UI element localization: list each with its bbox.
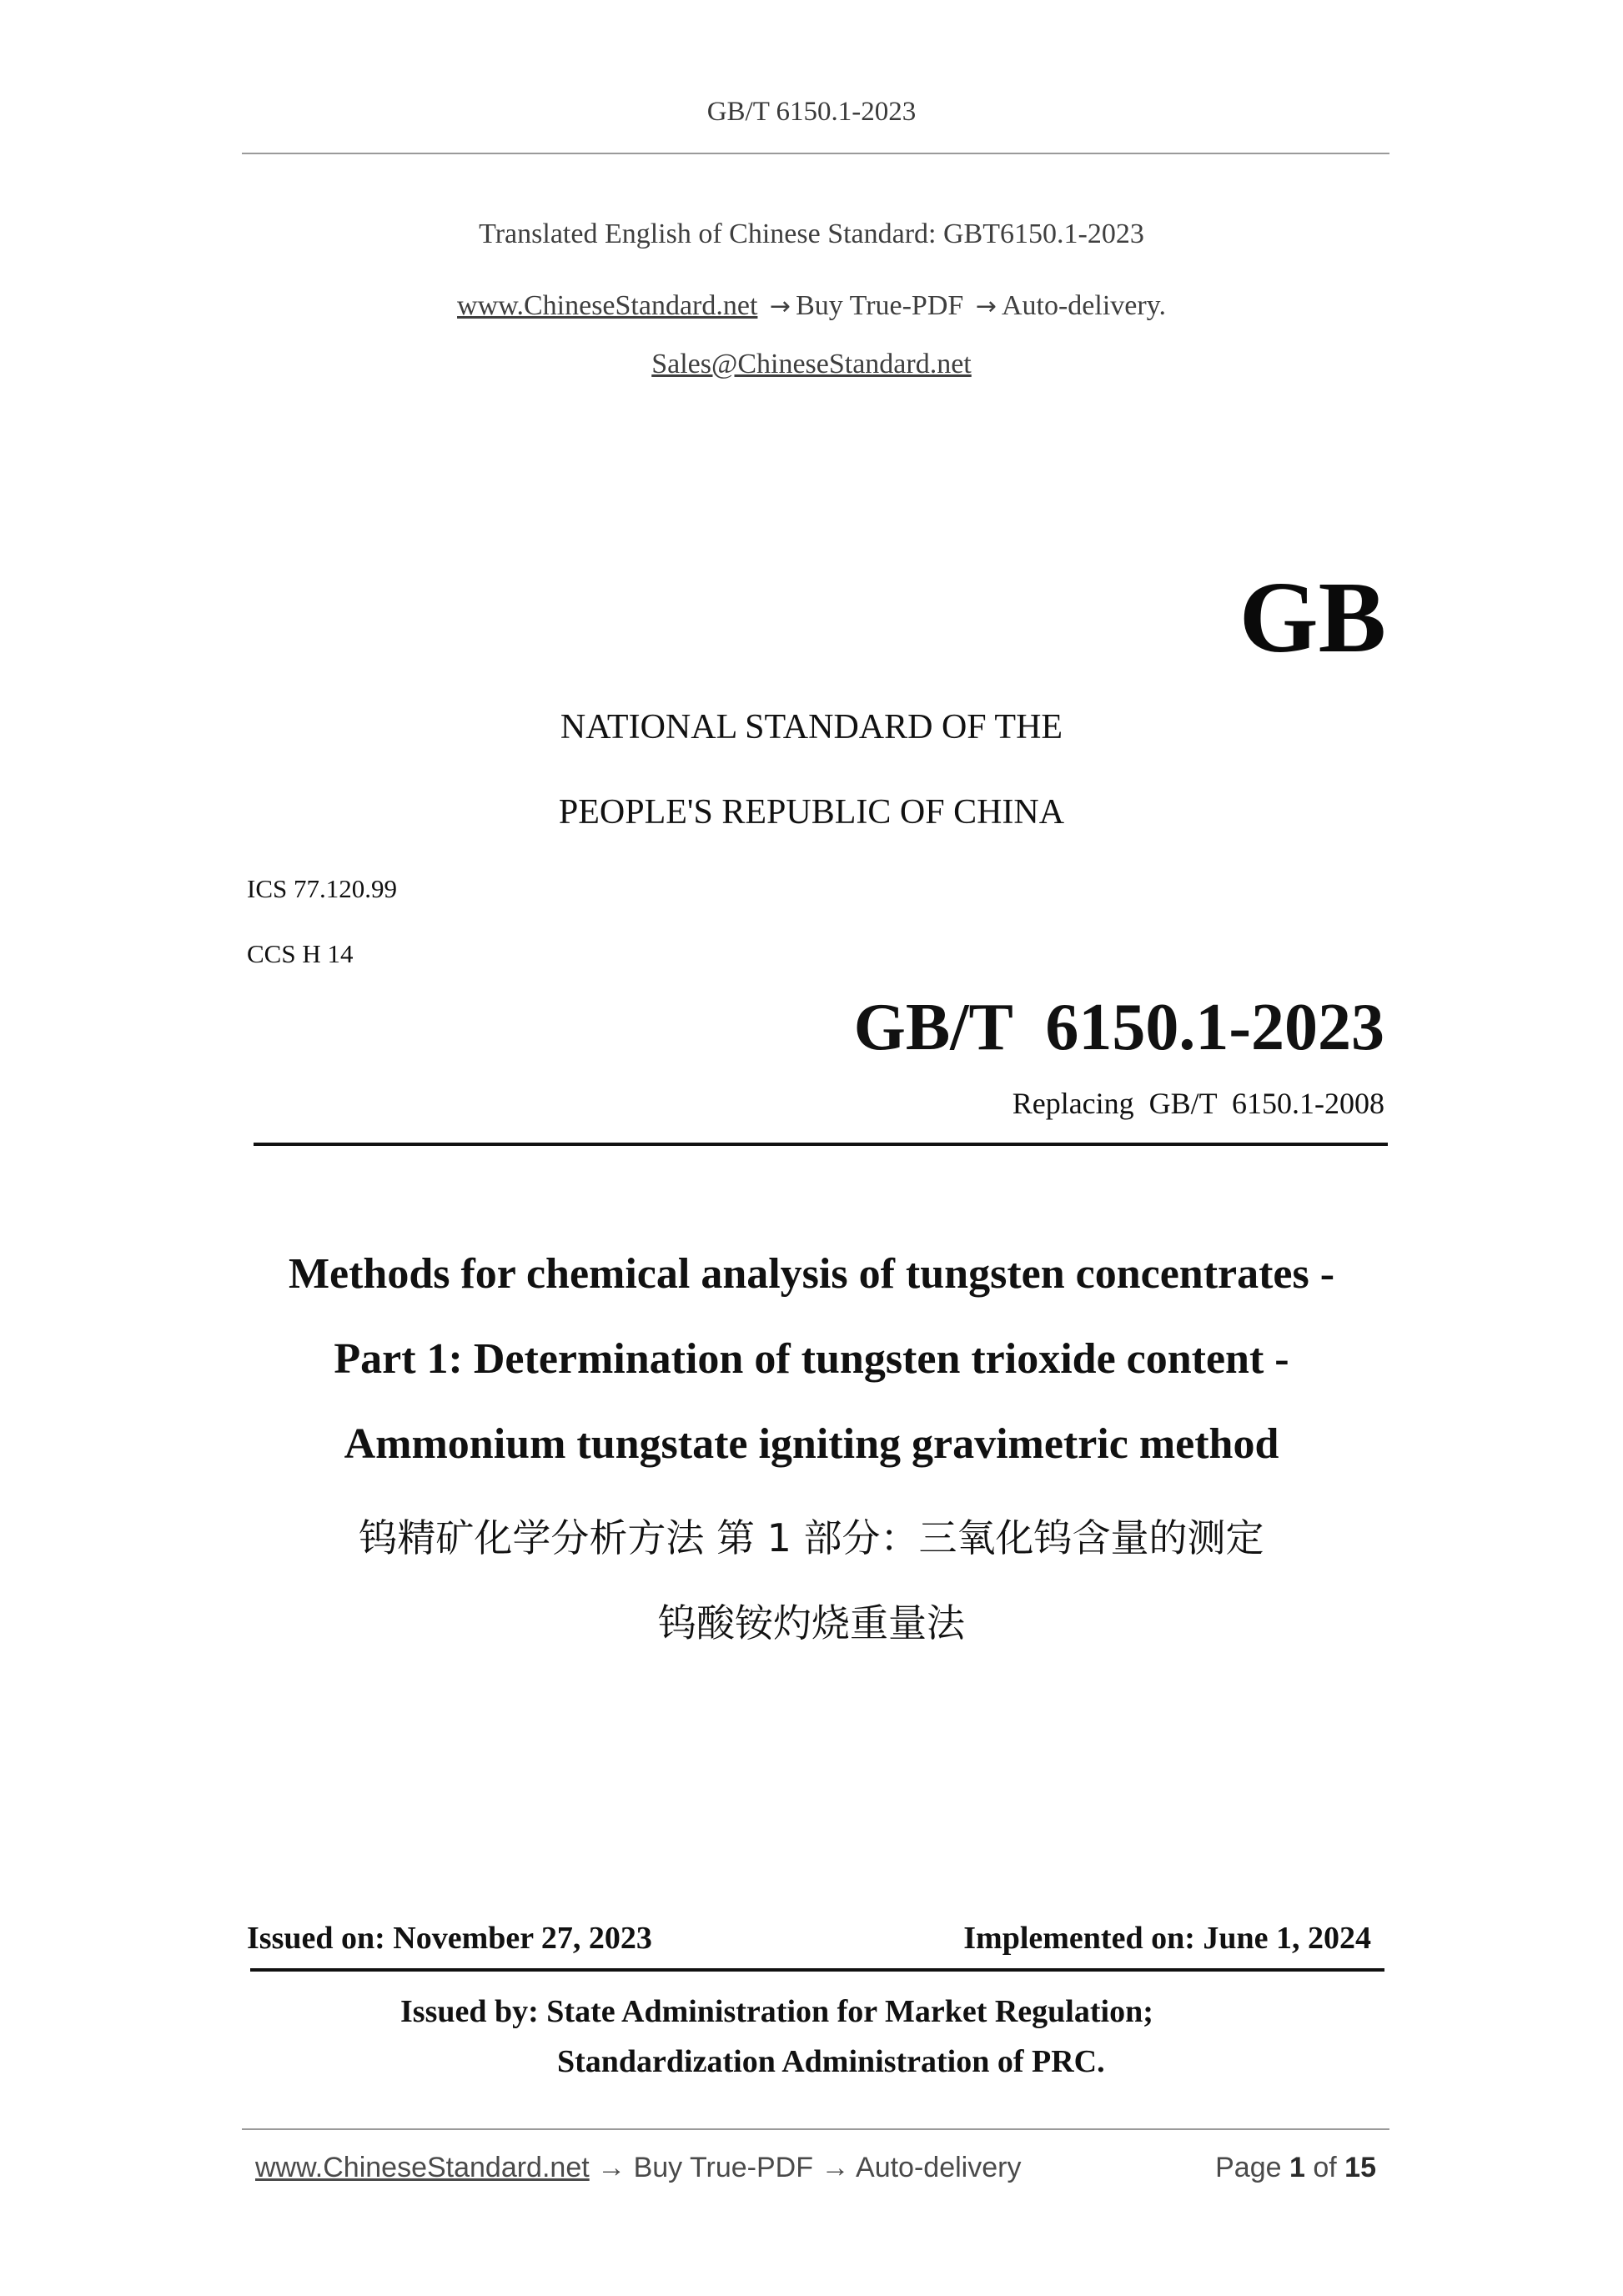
national-standard-line-1: NATIONAL STANDARD OF THE [560, 708, 1063, 746]
page-current: 1 [1289, 2152, 1305, 2183]
arrow-right-icon: → [975, 292, 997, 321]
page-total: 15 [1344, 2152, 1376, 2183]
ccs-code: CCS H 14 [247, 939, 354, 968]
running-header: GB/T 6150.1-2023 [706, 97, 917, 127]
issued-by-line-1: Issued by: State Administration for Market Regulation; [400, 1994, 1153, 2029]
footer-buy-text: Buy True-PDF [633, 2152, 813, 2183]
arrow-right-icon: → [597, 2152, 626, 2183]
site-link[interactable]: www.ChineseStandard.net [457, 290, 758, 321]
sales-line [0, 349, 1623, 380]
gb-logo-mark: GB [1239, 561, 1386, 674]
implemented-on-date: Implemented on: June 1, 2024 [963, 1921, 1371, 1956]
chinese-title-line-2: 钨酸铵灼烧重量法 [658, 1600, 965, 1645]
chinese-title-line-1: 钨精矿化学分析方法 第 1 部分：三氧化钨含量的测定 [359, 1515, 1264, 1560]
footer-links [255, 2152, 1021, 2184]
dates-divider [250, 1968, 1384, 1972]
footer-auto-delivery-text: Auto-delivery [856, 2152, 1022, 2183]
buy-true-pdf-text: Buy True-PDF [796, 290, 964, 321]
page-indicator [1215, 2152, 1376, 2184]
replacing-standard: Replacing GB/T 6150.1-2008 [1012, 1087, 1384, 1120]
title-line-1: Methods for chemical analysis of tungsten concentrates - [288, 1250, 1335, 1298]
footer-site-link[interactable]: www.ChineseStandard.net [255, 2152, 590, 2183]
page-of-label: of [1313, 2152, 1337, 2183]
arrow-right-icon: → [769, 292, 791, 321]
standard-number: GB/T 6150.1-2023 [853, 991, 1384, 1064]
issued-by-line-2: Standardization Administration of PRC. [557, 2044, 1105, 2079]
sales-email-link[interactable]: Sales@ChineseStandard.net [651, 349, 972, 379]
auto-delivery-text: Auto-delivery. [1001, 290, 1166, 321]
buy-line [0, 290, 1623, 322]
title-divider [254, 1143, 1388, 1146]
page-label: Page [1215, 2152, 1282, 2183]
title-line-2: Part 1: Determination of tungsten trioxide content - [334, 1335, 1289, 1383]
national-standard-line-2: PEOPLE'S REPUBLIC OF CHINA [558, 793, 1065, 831]
translated-notice: Translated English of Chinese Standard: GBT6150.1-2023 [479, 219, 1144, 249]
ics-code: ICS 77.120.99 [247, 874, 397, 903]
title-line-3: Ammonium tungstate igniting gravimetric method [344, 1420, 1279, 1468]
header-divider [242, 153, 1389, 154]
arrow-right-icon: → [821, 2152, 850, 2183]
issued-on-date: Issued on: November 27, 2023 [247, 1921, 652, 1956]
footer-divider [242, 2128, 1389, 2130]
